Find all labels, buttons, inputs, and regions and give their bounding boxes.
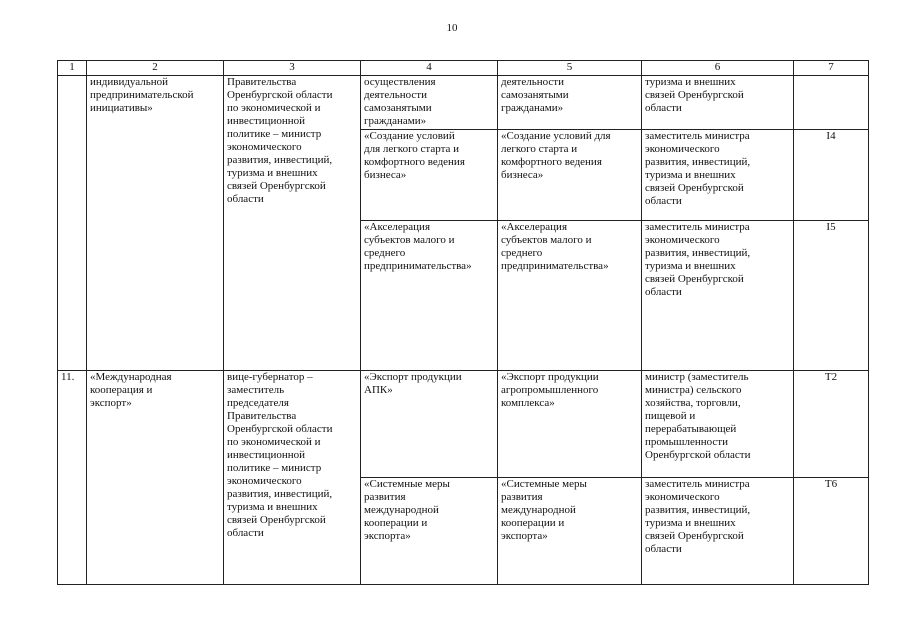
national-project-text: «Международная кооперация и экспорт» (90, 371, 172, 409)
project-head-cell (642, 371, 794, 478)
project-code: T2 (824, 371, 838, 383)
header-col-6: 6 (642, 61, 794, 76)
federal-project-text: «Акселерация субъектов малого и среднего предпринимательства» (364, 221, 472, 272)
project-head-text: заместитель министра экономического развития, инвестиций, туризма и внешних связей Оренбургской области (645, 478, 751, 555)
header-col-7: 7 (794, 61, 869, 76)
responsible-text: Правительства Оренбургской области по экономической и инвестиционной политике – министр экономического развития, инвестиций, туризма и внешних связей Оренбургской области (227, 76, 333, 205)
project-head-cell (642, 221, 794, 371)
project-head-text: заместитель министра экономического развития, инвестиций, туризма и внешних связей Оренбургской области (645, 130, 751, 207)
header-row (58, 61, 869, 76)
row-number: 11. (61, 371, 75, 383)
national-project-cell (87, 371, 224, 585)
regional-project-cell (498, 478, 642, 585)
code-cell (794, 371, 869, 478)
header-col-5: 5 (498, 61, 642, 76)
project-head-cell (642, 76, 794, 130)
regional-project-cell (498, 130, 642, 221)
project-head-cell (642, 130, 794, 221)
regional-project-text: «Создание условий для легкого старта и комфортного ведения бизнеса» (501, 130, 611, 181)
regional-project-text: «Системные меры развития международной кооперации и экспорта» (501, 478, 587, 542)
federal-project-cell (361, 371, 498, 478)
project-head-cell (642, 478, 794, 585)
code-cell (794, 478, 869, 585)
federal-project-text: «Экспорт продукции АПК» (364, 371, 462, 396)
project-code: I5 (826, 221, 836, 233)
header-col-1: 1 (58, 61, 87, 76)
regional-project-cell (498, 371, 642, 478)
code-cell (794, 221, 869, 371)
responsible-cell (224, 76, 361, 371)
responsible-text: вице-губернатор – заместитель председателя Правительства Оренбургской области по экономической и инвестиционной политике – министр экономического развития, инвестиций, туризма и внешних связей Оренбургской области (227, 371, 333, 539)
federal-project-text: осуществления деятельности самозанятыми гражданами» (364, 76, 436, 127)
regional-project-cell (498, 76, 642, 130)
header-col-4: 4 (361, 61, 498, 76)
regional-project-text: «Акселерация субъектов малого и среднего предпринимательства» (501, 221, 609, 272)
project-code: I4 (826, 130, 836, 142)
federal-project-text: «Системные меры развития международной кооперации и экспорта» (364, 478, 450, 542)
project-code: T6 (824, 478, 838, 490)
page-number: 10 (446, 22, 458, 34)
regional-project-cell (498, 221, 642, 371)
regional-project-text: «Экспорт продукции агропромышленного комплекса» (501, 371, 599, 409)
project-head-text: туризма и внешних связей Оренбургской области (645, 76, 744, 114)
table-row (58, 76, 869, 130)
project-head-text: министр (заместитель министра) сельского хозяйства, торговли, пищевой и перерабатывающей промышленности Оренбургской области (645, 371, 751, 461)
code-cell (794, 130, 869, 221)
projects-table (57, 60, 869, 585)
table-row (58, 371, 869, 478)
federal-project-cell (361, 76, 498, 130)
row-number-cell (58, 76, 87, 371)
header-col-2: 2 (87, 61, 224, 76)
national-project-cell (87, 76, 224, 371)
header-col-3: 3 (224, 61, 361, 76)
national-project-text: индивидуальной предпринимательской инициативы» (90, 76, 194, 114)
responsible-cell (224, 371, 361, 585)
project-head-text: заместитель министра экономического развития, инвестиций, туризма и внешних связей Оренбургской области (645, 221, 751, 298)
federal-project-cell (361, 221, 498, 371)
federal-project-text: «Создание условий для легкого старта и комфортного ведения бизнеса» (364, 130, 465, 181)
regional-project-text: деятельности самозанятыми гражданами» (501, 76, 569, 114)
code-cell (794, 76, 869, 130)
federal-project-cell (361, 130, 498, 221)
federal-project-cell (361, 478, 498, 585)
row-number-cell (58, 371, 87, 585)
